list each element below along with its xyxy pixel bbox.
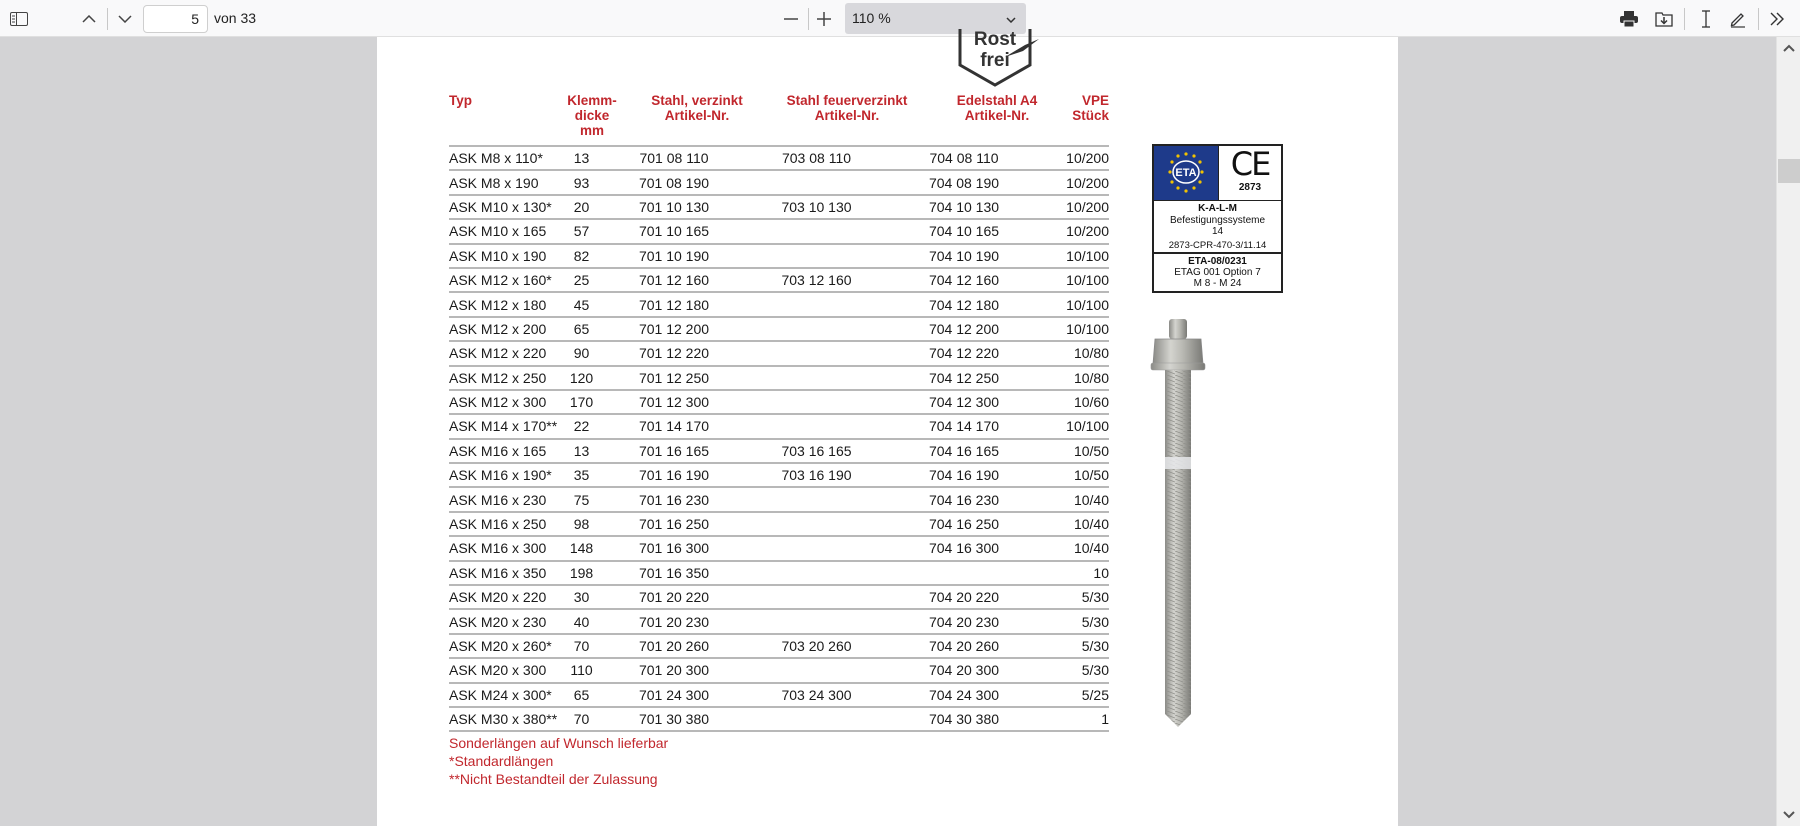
print-button[interactable] (1616, 6, 1642, 32)
table-row (449, 366, 1109, 390)
cell-typ: ASK M20 x 220 (449, 585, 559, 609)
chevron-down-icon (1783, 811, 1795, 819)
chevron-up-icon (82, 15, 96, 23)
save-icon (1655, 11, 1673, 27)
cell-vpe: 10/60 (1039, 390, 1109, 414)
more-tools-button[interactable] (1764, 6, 1790, 32)
cell-vpe: 10/200 (1039, 170, 1109, 194)
cell-stahl-verzinkt: 701 20 230 (604, 609, 744, 633)
text-select-icon (1701, 10, 1711, 28)
table-row (449, 170, 1109, 194)
cell-stahl-verzinkt: 701 12 300 (604, 390, 744, 414)
cell-vpe: 5/25 (1039, 683, 1109, 707)
cell-klemmdicke: 120 (559, 366, 604, 390)
cell-vpe: 10/50 (1039, 439, 1109, 463)
cell-stahl-feuerverzinkt (744, 244, 889, 268)
chevron-down-icon (118, 15, 132, 23)
cell-stahl-feuerverzinkt: 703 20 260 (744, 634, 889, 658)
divider (808, 8, 809, 30)
zoom-out-icon (784, 18, 798, 20)
chevron-up-icon (1783, 44, 1795, 52)
header-line: Artikel-Nr. (664, 108, 730, 123)
table-row (449, 634, 1109, 658)
pdf-page (377, 29, 1398, 826)
cell-edelstahl: 704 12 200 (889, 317, 1039, 341)
cell-klemmdicke: 82 (559, 244, 604, 268)
cell-vpe: 10/40 (1039, 536, 1109, 560)
cell-klemmdicke: 13 (559, 146, 604, 170)
cell-typ: ASK M12 x 180 (449, 292, 559, 316)
cell-klemmdicke: 40 (559, 609, 604, 633)
more-tools-icon (1769, 12, 1785, 26)
header-line: Artikel-Nr. (964, 108, 1030, 123)
cell-vpe: 1 (1039, 707, 1109, 731)
header-line: Stahl feuerverzinkt (786, 93, 908, 108)
cell-edelstahl: 704 16 165 (889, 439, 1039, 463)
cell-edelstahl: 704 20 260 (889, 634, 1039, 658)
table-row (449, 268, 1109, 292)
cell-stahl-verzinkt: 701 14 170 (604, 414, 744, 438)
cell-edelstahl: 704 16 230 (889, 487, 1039, 511)
cell-edelstahl: 704 30 380 (889, 707, 1039, 731)
table-row (449, 195, 1109, 219)
cell-typ: ASK M16 x 165 (449, 439, 559, 463)
cell-stahl-verzinkt: 701 12 180 (604, 292, 744, 316)
cell-stahl-feuerverzinkt (744, 512, 889, 536)
cell-stahl-feuerverzinkt: 703 16 190 (744, 463, 889, 487)
cell-klemmdicke: 148 (559, 536, 604, 560)
cell-stahl-verzinkt: 701 16 250 (604, 512, 744, 536)
cell-edelstahl: 704 20 220 (889, 585, 1039, 609)
cell-stahl-verzinkt: 701 12 220 (604, 341, 744, 365)
cell-typ: ASK M10 x 130* (449, 195, 559, 219)
cell-klemmdicke: 13 (559, 439, 604, 463)
cell-stahl-verzinkt: 701 20 300 (604, 658, 744, 682)
eta-logo (1154, 146, 1219, 200)
draw-button[interactable] (1725, 6, 1751, 32)
cell-typ: ASK M10 x 165 (449, 219, 559, 243)
cert-cpr: 2873-CPR-470-3/11.14 (1168, 239, 1267, 251)
cell-stahl-verzinkt: 701 16 350 (604, 561, 744, 585)
cell-stahl-feuerverzinkt (744, 219, 889, 243)
table-row (449, 219, 1109, 243)
cell-edelstahl: 704 10 190 (889, 244, 1039, 268)
cell-typ: ASK M20 x 260* (449, 634, 559, 658)
sidebar-toggle-button[interactable] (6, 6, 32, 32)
sidebar-icon (10, 12, 28, 26)
cell-vpe: 10/100 (1039, 317, 1109, 341)
cell-stahl-feuerverzinkt (744, 609, 889, 633)
cell-stahl-feuerverzinkt (744, 390, 889, 414)
cell-typ: ASK M16 x 190* (449, 463, 559, 487)
cert-company-sub: Befestigungssysteme (1169, 214, 1266, 226)
cell-stahl-feuerverzinkt: 703 24 300 (744, 683, 889, 707)
note-standard-lengths: *Standardlängen (449, 753, 554, 769)
cell-stahl-verzinkt: 701 20 260 (604, 634, 744, 658)
cell-stahl-feuerverzinkt: 703 10 130 (744, 195, 889, 219)
table-row (449, 683, 1109, 707)
table-row (449, 414, 1109, 438)
cell-stahl-feuerverzinkt (744, 585, 889, 609)
scroll-up-button[interactable] (1777, 41, 1800, 55)
cell-stahl-feuerverzinkt (744, 561, 889, 585)
cert-range: M 8 - M 24 (1193, 278, 1242, 289)
cell-stahl-verzinkt: 701 12 160 (604, 268, 744, 292)
cell-stahl-feuerverzinkt (744, 366, 889, 390)
cell-klemmdicke: 90 (559, 341, 604, 365)
zoom-in-icon (817, 12, 831, 26)
header-line: Artikel-Nr. (814, 108, 880, 123)
cell-typ: ASK M20 x 300 (449, 658, 559, 682)
header-klemmdicke (562, 93, 622, 138)
cell-klemmdicke: 30 (559, 585, 604, 609)
pdf-toolbar (0, 0, 1800, 37)
cell-vpe: 10/200 (1039, 195, 1109, 219)
table-row (449, 341, 1109, 365)
cell-edelstahl: 704 20 230 (889, 609, 1039, 633)
cell-stahl-verzinkt: 701 12 200 (604, 317, 744, 341)
cell-vpe: 10/100 (1039, 414, 1109, 438)
page-number-input[interactable]: 5 (143, 5, 208, 33)
svg-text:frei: frei (980, 50, 1010, 71)
cell-typ: ASK M24 x 300* (449, 683, 559, 707)
cell-typ: ASK M30 x 380** (449, 707, 559, 731)
cell-edelstahl: 704 16 250 (889, 512, 1039, 536)
cert-year: 14 (1211, 226, 1224, 237)
rost-frei-logo (955, 29, 1039, 87)
ce-label: CE (1230, 145, 1270, 183)
zoom-out-button[interactable] (778, 6, 804, 32)
cell-edelstahl (889, 561, 1039, 585)
cell-stahl-verzinkt: 701 10 130 (604, 195, 744, 219)
cell-typ: ASK M12 x 200 (449, 317, 559, 341)
eta-label: ETA (1175, 167, 1197, 179)
ce-mark (1219, 146, 1281, 200)
cell-edelstahl: 704 12 300 (889, 390, 1039, 414)
table-row (449, 512, 1109, 536)
cell-stahl-verzinkt: 701 16 190 (604, 463, 744, 487)
cell-typ: ASK M14 x 170** (449, 414, 559, 438)
cell-stahl-verzinkt: 701 10 190 (604, 244, 744, 268)
cell-stahl-feuerverzinkt (744, 707, 889, 731)
cell-stahl-feuerverzinkt: 703 08 110 (744, 146, 889, 170)
header-label: Typ (449, 93, 472, 108)
cell-stahl-verzinkt: 701 10 165 (604, 219, 744, 243)
cell-edelstahl: 704 12 160 (889, 268, 1039, 292)
cell-vpe: 10 (1039, 561, 1109, 585)
cell-typ: ASK M16 x 300 (449, 536, 559, 560)
cell-edelstahl: 704 08 110 (889, 146, 1039, 170)
cell-vpe: 10/50 (1039, 463, 1109, 487)
header-line: Stahl, verzinkt (651, 93, 743, 108)
cell-vpe: 10/200 (1039, 146, 1109, 170)
cell-edelstahl: 704 10 165 (889, 219, 1039, 243)
cell-klemmdicke: 25 (559, 268, 604, 292)
cell-klemmdicke: 93 (559, 170, 604, 194)
cell-typ: ASK M8 x 190 (449, 170, 559, 194)
cell-typ: ASK M20 x 230 (449, 609, 559, 633)
cell-stahl-verzinkt: 701 12 250 (604, 366, 744, 390)
header-line: Klemm- (567, 93, 617, 108)
cell-klemmdicke: 70 (559, 634, 604, 658)
cell-klemmdicke: 170 (559, 390, 604, 414)
product-table (449, 145, 1109, 732)
cell-stahl-feuerverzinkt (744, 317, 889, 341)
cell-typ: ASK M16 x 230 (449, 487, 559, 511)
cell-edelstahl: 704 12 250 (889, 366, 1039, 390)
table-row (449, 439, 1109, 463)
print-icon (1620, 11, 1638, 27)
cell-stahl-feuerverzinkt (744, 658, 889, 682)
text-select-button[interactable] (1693, 6, 1719, 32)
cell-stahl-verzinkt: 701 08 110 (604, 146, 744, 170)
divider (1758, 8, 1759, 30)
eta-ce-certificate (1152, 144, 1283, 293)
cell-stahl-feuerverzinkt: 703 12 160 (744, 268, 889, 292)
cell-edelstahl: 704 24 300 (889, 683, 1039, 707)
cell-klemmdicke: 20 (559, 195, 604, 219)
scroll-down-button[interactable] (1777, 808, 1800, 822)
header-typ (449, 93, 472, 108)
cell-stahl-verzinkt: 701 24 300 (604, 683, 744, 707)
zoom-level-value: 110 % (852, 10, 891, 26)
header-line: Stück (1072, 108, 1109, 123)
cell-typ: ASK M16 x 350 (449, 561, 559, 585)
header-edelstahl (922, 93, 1072, 123)
table-row (449, 487, 1109, 511)
cell-klemmdicke: 65 (559, 683, 604, 707)
cell-vpe: 5/30 (1039, 634, 1109, 658)
cell-typ: ASK M12 x 160* (449, 268, 559, 292)
footnotes (449, 734, 668, 788)
cell-vpe: 10/100 (1039, 292, 1109, 316)
header-line: mm (579, 123, 604, 138)
cell-stahl-feuerverzinkt (744, 414, 889, 438)
cell-edelstahl: 704 12 220 (889, 341, 1039, 365)
table-row (449, 536, 1109, 560)
cell-edelstahl: 704 16 300 (889, 536, 1039, 560)
cell-vpe: 10/40 (1039, 512, 1109, 536)
page-total-label: von 33 (214, 10, 257, 26)
header-stahl-feuerverzinkt (772, 93, 922, 123)
cell-stahl-feuerverzinkt: 703 16 165 (744, 439, 889, 463)
cell-stahl-feuerverzinkt (744, 487, 889, 511)
cell-vpe: 5/30 (1039, 609, 1109, 633)
next-page-button[interactable] (112, 6, 138, 32)
cell-stahl-feuerverzinkt (744, 170, 889, 194)
cell-typ: ASK M12 x 250 (449, 366, 559, 390)
header-line: VPE (1081, 93, 1109, 108)
header-line: dicke (574, 108, 610, 123)
cert-company: K-A-L-M (1198, 203, 1237, 214)
anchor-bolt-image (1143, 319, 1213, 729)
draw-icon (1729, 10, 1747, 28)
table-row (449, 658, 1109, 682)
table-row (449, 561, 1109, 585)
cell-typ: ASK M12 x 300 (449, 390, 559, 414)
ce-number: 2873 (1238, 182, 1262, 193)
cell-vpe: 10/80 (1039, 366, 1109, 390)
cell-edelstahl: 704 08 190 (889, 170, 1039, 194)
table-row (449, 146, 1109, 170)
cell-klemmdicke: 45 (559, 292, 604, 316)
header-stahl-verzinkt (627, 93, 767, 123)
cell-stahl-verzinkt: 701 16 230 (604, 487, 744, 511)
cell-typ: ASK M10 x 190 (449, 244, 559, 268)
cell-klemmdicke: 65 (559, 317, 604, 341)
cell-edelstahl: 704 12 180 (889, 292, 1039, 316)
cell-edelstahl: 704 20 300 (889, 658, 1039, 682)
cell-stahl-verzinkt: 701 16 165 (604, 439, 744, 463)
note-special-lengths: Sonderlängen auf Wunsch lieferbar (449, 735, 669, 751)
cell-vpe: 10/100 (1039, 244, 1109, 268)
table-row (449, 292, 1109, 316)
cell-vpe: 5/30 (1039, 658, 1109, 682)
cell-stahl-verzinkt: 701 30 380 (604, 707, 744, 731)
previous-page-button[interactable] (76, 6, 102, 32)
cell-klemmdicke: 198 (559, 561, 604, 585)
cell-stahl-verzinkt: 701 16 300 (604, 536, 744, 560)
svg-text:Rost: Rost (973, 29, 1017, 50)
cell-vpe: 10/80 (1039, 341, 1109, 365)
cell-klemmdicke: 75 (559, 487, 604, 511)
table-row (449, 585, 1109, 609)
cell-klemmdicke: 98 (559, 512, 604, 536)
cert-eta-number: ETA-08/0231 (1188, 256, 1247, 267)
cell-klemmdicke: 22 (559, 414, 604, 438)
cell-stahl-feuerverzinkt (744, 341, 889, 365)
cell-vpe: 10/100 (1039, 268, 1109, 292)
cell-klemmdicke: 70 (559, 707, 604, 731)
cell-klemmdicke: 110 (559, 658, 604, 682)
cell-stahl-feuerverzinkt (744, 292, 889, 316)
table-row (449, 707, 1109, 731)
cert-etag: ETAG 001 Option 7 (1174, 267, 1261, 278)
cell-stahl-verzinkt: 701 20 220 (604, 585, 744, 609)
divider (107, 8, 108, 30)
cell-stahl-feuerverzinkt (744, 536, 889, 560)
cell-typ: ASK M12 x 220 (449, 341, 559, 365)
cell-vpe: 5/30 (1039, 585, 1109, 609)
cell-stahl-verzinkt: 701 08 190 (604, 170, 744, 194)
cell-typ: ASK M16 x 250 (449, 512, 559, 536)
table-row (449, 244, 1109, 268)
cell-edelstahl: 704 14 170 (889, 414, 1039, 438)
document-viewer[interactable] (0, 29, 1776, 826)
divider (1684, 8, 1685, 30)
table-row (449, 463, 1109, 487)
header-line: Edelstahl A4 (956, 93, 1038, 108)
cell-edelstahl: 704 16 190 (889, 463, 1039, 487)
scrollbar-thumb[interactable] (1778, 159, 1800, 183)
cell-vpe: 10/40 (1039, 487, 1109, 511)
table-row (449, 317, 1109, 341)
cell-typ: ASK M8 x 110* (449, 146, 559, 170)
cell-klemmdicke: 57 (559, 219, 604, 243)
table-row (449, 390, 1109, 414)
cell-edelstahl: 704 10 130 (889, 195, 1039, 219)
header-vpe (1064, 93, 1109, 123)
zoom-in-button[interactable] (811, 6, 837, 32)
cell-vpe: 10/200 (1039, 219, 1109, 243)
cell-klemmdicke: 35 (559, 463, 604, 487)
note-not-approved: **Nicht Bestandteil der Zulassung (449, 771, 658, 787)
vertical-scrollbar[interactable] (1776, 37, 1800, 826)
table-row (449, 609, 1109, 633)
save-button[interactable] (1651, 6, 1677, 32)
